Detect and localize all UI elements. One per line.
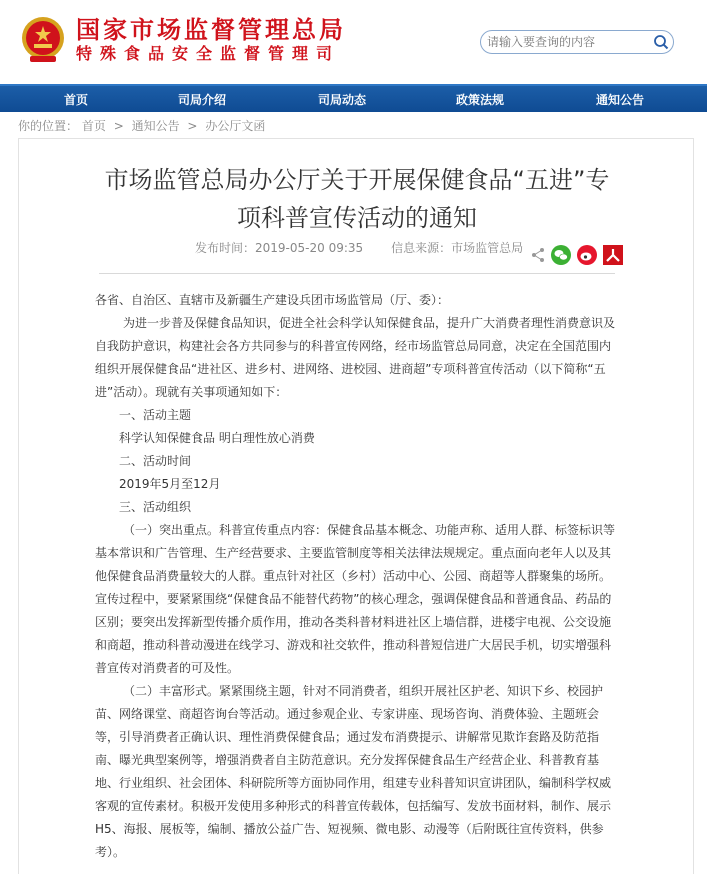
- search-box: [480, 30, 674, 54]
- publish-time: 2019-05-20 09:35: [255, 241, 364, 255]
- article-panel: [18, 138, 694, 874]
- wechat-icon[interactable]: [551, 245, 571, 265]
- site-subtitle: 特殊食品安全监督管理司: [76, 44, 341, 63]
- section-heading: 一、活动主题: [119, 408, 192, 422]
- breadcrumb-item-office[interactable]: 办公厅文函: [205, 119, 266, 133]
- paragraph: 为进一步普及保健食品知识，促进全社会科学认知保健食品，提升广大消费者理性消费意识及自我防护意识，构建社会各方共同参与的科普宣传网络，经市场监管总局同意，决定在全国范围内组织开展保健食品“进社区、进乡村、进网络、进校园、进商超”专项科普宣传活动（以下简称“五进”活动）。现就有关事项通知如下：: [95, 316, 616, 399]
- people-icon[interactable]: [603, 245, 623, 265]
- breadcrumb-separator: >: [113, 119, 124, 133]
- main-nav: [0, 84, 707, 112]
- paragraph: 各省、自治区、直辖市及新疆生产建设兵团市场监管局（厅、委）：: [95, 293, 450, 307]
- article-meta: [195, 239, 523, 257]
- weibo-icon[interactable]: [577, 245, 597, 265]
- breadcrumb-item-notices[interactable]: 通知公告: [131, 119, 180, 133]
- breadcrumb-prefix: 你的位置：: [18, 119, 79, 133]
- paragraph: （二）丰富形式。紧紧围绕主题，针对不同消费者，组织开展社区护老、知识下乡、校园护苗、网络课堂、商超咨询台等活动。通过参观企业、专家讲座、现场咨询、消费体验、主题班会等，引导消费者正确认识、理性消费保健食品；通过发布消费提示、讲解常见欺诈套路及防范指南、曝光典型案例等，增强消费者自主防范意识。充分发挥保健食品生产经营企业、科普教育基地、行业组织、社会团体、科研院所等方面协同作用，组建专业科普知识宣讲团队，编制科学权威客观的宣传素材。积极开发使用多种形式的科普宣传载体，包括编写、发放书面材料，制作、展示H5、海报、展板等，编制、播放公益广告、短视频、微电影、动漫等（后附既往宣传资料，供参考）。: [95, 684, 612, 859]
- breadcrumb-separator: >: [187, 119, 198, 133]
- national-emblem-icon[interactable]: [20, 14, 66, 64]
- breadcrumb-item-home[interactable]: 首页: [81, 119, 106, 133]
- publish-label: 发布时间：: [195, 241, 256, 255]
- paragraph: （一）突出重点。科普宣传重点内容：保健食品基本概念、功能声称、适用人群、标签标识等基本常识和广告管理、生产经营要求、主要监管制度等相关法律法规规定。重点面向老年人以及其他保健食品消费量较大的人群。重点针对社区（乡村）活动中心、公园、商超等人群聚集的场所。宣传过程中，要紧紧围绕“保健食品不能替代药物”的核心理念，强调保健食品和普通食品、药品的区别；要突出发挥新型传播介质作用，推动各类科普材料进社区上墙信群，进楼宇电视、公交设施和商超，推动科普动漫进在线学习、游戏和社交软件，推动科普短信进广大居民手机，切实增强科普宣传对消费者的可及性。: [95, 523, 616, 675]
- site-header: [0, 0, 707, 84]
- share-icon[interactable]: [531, 245, 545, 265]
- search-icon[interactable]: [653, 34, 669, 50]
- source-label: 信息来源：: [391, 241, 452, 255]
- nav-notices[interactable]: 通知公告: [596, 93, 645, 107]
- section-heading: 三、活动组织: [119, 500, 192, 514]
- article-body: [95, 289, 619, 864]
- breadcrumb: [18, 117, 265, 135]
- nav-home[interactable]: 首页: [64, 93, 89, 107]
- section-heading: 二、活动时间: [119, 454, 192, 468]
- source-value: 市场监管总局: [451, 241, 524, 255]
- nav-news[interactable]: 司局动态: [318, 93, 367, 107]
- nav-policy[interactable]: 政策法规: [456, 93, 505, 107]
- site-title[interactable]: 国家市场监督管理总局: [76, 15, 346, 44]
- article-title: 市场监管总局办公厅关于开展保健食品“五进”专项科普宣传活动的通知: [104, 166, 610, 232]
- meta-divider: [99, 273, 615, 274]
- paragraph: 2019年5月至12月: [119, 477, 221, 491]
- search-input[interactable]: [487, 33, 647, 51]
- paragraph: 科学认知保健食品 明白理性放心消费: [119, 431, 315, 445]
- nav-about[interactable]: 司局介绍: [178, 93, 227, 107]
